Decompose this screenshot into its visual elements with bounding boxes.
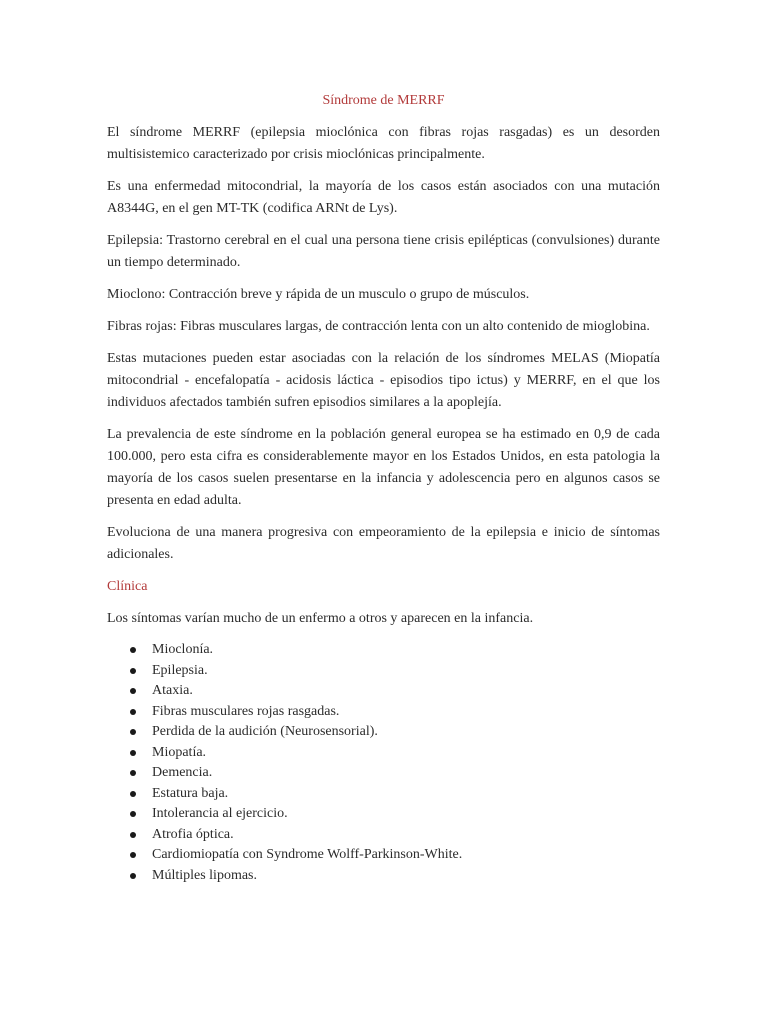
bullet-icon <box>130 729 136 735</box>
symptoms-list <box>107 640 660 886</box>
bullet-icon <box>130 647 136 653</box>
bullet-icon <box>130 811 136 817</box>
list-item <box>127 763 660 784</box>
list-item <box>127 825 660 846</box>
bullet-icon <box>130 832 136 838</box>
list-item <box>127 722 660 743</box>
list-item-label: Epilepsia. <box>152 662 208 678</box>
list-item-label: Fibras musculares rojas rasgadas. <box>152 703 340 719</box>
page-title: Síndrome de MERRF <box>322 93 445 108</box>
paragraph-sintomas-intro: Los síntomas varían mucho de un enfermo a otros y aparecen en la infancia. <box>107 611 534 626</box>
list-item-label: Intolerancia al ejercicio. <box>152 806 288 821</box>
paragraph-intro: El síndrome MERRF (epilepsia mioclónica con fibras rojas rasgadas) es un desorden multisistemico caracterizado por crisis mioclónicas principalmente. <box>107 125 660 162</box>
bullet-icon <box>130 791 136 797</box>
paragraph-prevalencia: La prevalencia de este síndrome en la población general europea se ha estimado en 0,9 de cada 100.000, pero esta cifra es considerablemente mayor en los Estados Unidos, en esta patologia la mayoría de los casos suelen presentarse en la infancia y adolescencia pero en algunos casos se presenta en edad adulta. <box>107 427 660 508</box>
list-item-label: Miopatía. <box>152 744 207 760</box>
paragraph-mioclono: Mioclono: Contracción breve y rápida de un musculo o grupo de músculos. <box>107 287 530 302</box>
bullet-icon <box>130 668 136 674</box>
paragraph-fibras-rojas: Fibras rojas: Fibras musculares largas, de contracción lenta con un alto contenido de mioglobina. <box>107 319 650 334</box>
list-item-label: Atrofia óptica. <box>152 826 234 842</box>
list-item <box>127 866 660 887</box>
list-item-label: Mioclonía. <box>152 642 214 657</box>
bullet-icon <box>130 750 136 756</box>
paragraph-epilepsia: Epilepsia: Trastorno cerebral en el cual una persona tiene crisis epilépticas (convulsiones) durante un tiempo determinado. <box>107 233 660 270</box>
list-item-label: Perdida de la audición (Neurosensorial). <box>152 724 378 739</box>
list-item <box>127 640 660 661</box>
list-item-label: Ataxia. <box>152 683 193 698</box>
list-item <box>127 702 660 723</box>
list-item <box>127 845 660 866</box>
list-item <box>127 661 660 682</box>
bullet-icon <box>130 873 136 879</box>
bullet-icon <box>130 770 136 776</box>
list-item-label: Estatura baja. <box>152 785 229 801</box>
list-item-label: Múltiples lipomas. <box>152 867 257 883</box>
list-item <box>127 804 660 825</box>
list-item <box>127 681 660 702</box>
bullet-icon <box>130 688 136 694</box>
list-item-label: Demencia. <box>152 765 213 780</box>
paragraph-evolucion: Evoluciona de una manera progresiva con empeoramiento de la epilepsia e inicio de síntomas adicionales. <box>107 525 660 562</box>
bullet-icon <box>130 709 136 715</box>
section-heading-clinica: Clínica <box>107 579 148 594</box>
paragraph-melas: Estas mutaciones pueden estar asociadas con la relación de los síndromes MELAS (Miopatía mitocondrial - encefalopatía - acidosis láctica - episodios tipo ictus) y MERRF, en el que los individuos afectados también sufren episodios similares a la apoplejía. <box>107 351 660 410</box>
list-item-label: Cardiomiopatía con Syndrome Wolff-Parkinson-White. <box>152 847 463 862</box>
list-item <box>127 784 660 805</box>
list-item <box>127 743 660 764</box>
bullet-icon <box>130 852 136 858</box>
paragraph-mitochondrial: Es una enfermedad mitocondrial, la mayoría de los casos están asociados con una mutación A8344G, en el gen MT-TK (codifica ARNt de Lys). <box>107 179 660 216</box>
